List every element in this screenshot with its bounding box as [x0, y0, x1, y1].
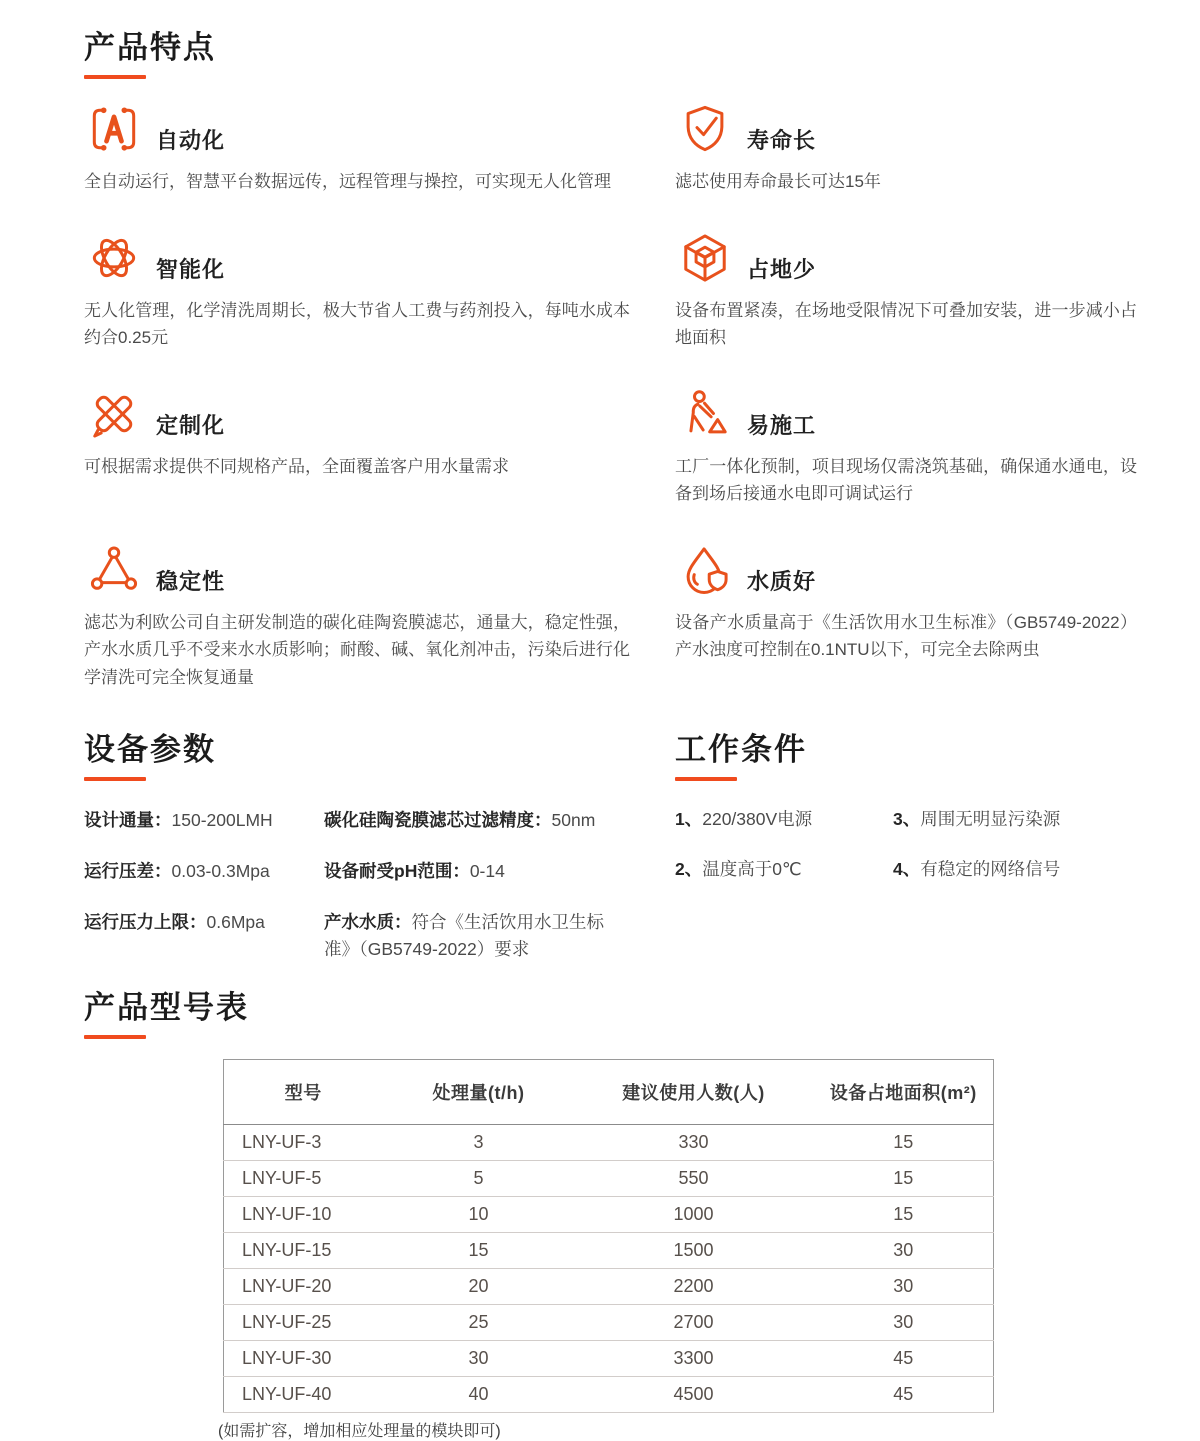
feature-desc: 无人化管理，化学清洗周期长，极大节省人工费与药剂投入，每吨水成本约合0.25元: [84, 300, 630, 348]
feature-desc: 全自动运行，智慧平台数据远传，远程管理与操控，可实现无人化管理: [84, 172, 611, 192]
section-title: 工作条件: [675, 731, 807, 767]
lifespan-icon: [675, 99, 735, 159]
table-cell: 2700: [574, 1305, 814, 1341]
feature-title: 寿命长: [747, 128, 817, 154]
param-label: 设备耐受pH范围：: [324, 861, 470, 882]
condition-item: [675, 857, 893, 882]
feature-water-quality: [675, 540, 1137, 692]
table-cell: 1500: [574, 1233, 814, 1269]
param-label: 产水水质：: [324, 912, 412, 933]
water-quality-icon: [675, 540, 735, 600]
table-cell: 20: [384, 1269, 574, 1305]
table-cell: 30: [814, 1305, 994, 1341]
feature-head: [675, 228, 1137, 288]
table-cell: 15: [814, 1161, 994, 1197]
condition-number: 3、: [893, 808, 921, 829]
title-underline: [675, 777, 737, 781]
table-cell: 3: [384, 1125, 574, 1161]
table-cell: LNY-UF-10: [224, 1197, 384, 1233]
title-underline: [84, 777, 146, 781]
feature-footprint: [675, 228, 1137, 352]
table-note: (如需扩容，增加相应处理量的模块即可): [218, 1423, 501, 1441]
table-cell: 25: [384, 1305, 574, 1341]
feature-desc: 设备布置紧凑，在场地受限情况下可叠加安装，进一步减小占地面积: [675, 300, 1137, 348]
table-cell: LNY-UF-25: [224, 1305, 384, 1341]
param-pressure-max: [84, 909, 322, 962]
param-design-flux: [84, 807, 322, 833]
table-cell: 30: [384, 1341, 574, 1377]
param-water-quality: [324, 909, 630, 962]
feature-head: [84, 228, 630, 288]
condition-number: 4、: [893, 859, 921, 880]
models-title-block: [84, 988, 1137, 1039]
table-cell: 15: [814, 1125, 994, 1161]
table-cell: 2200: [574, 1269, 814, 1305]
feature-title: 自动化: [156, 128, 226, 154]
feature-automation: [84, 99, 630, 196]
table-row: [224, 1341, 994, 1377]
feature-head: [675, 540, 1137, 600]
table-cell: 30: [814, 1269, 994, 1305]
header-model: 型号: [224, 1060, 384, 1125]
models-table: [223, 1059, 994, 1413]
section-title: 产品特点: [84, 30, 216, 65]
param-value: 50nm: [551, 809, 596, 830]
parameters-section: [84, 730, 630, 962]
features-grid: [84, 99, 1137, 723]
feature-head: [675, 384, 1137, 444]
features-section-title: [84, 28, 1137, 79]
condition-item: [893, 857, 1137, 882]
table-cell: 30: [814, 1233, 994, 1269]
feature-title: 水质好: [747, 568, 817, 594]
table-row: [224, 1197, 994, 1233]
table-cell: 45: [814, 1341, 994, 1377]
title-underline: [84, 1035, 146, 1039]
feature-head: [675, 99, 1137, 159]
table-cell: 1000: [574, 1197, 814, 1233]
feature-desc: 设备产水质量高于《生活饮用水卫生标准》（GB5749-2022）产水浊度可控制在0.1NTU以下，可完全去除两虫: [675, 612, 1137, 660]
parameters-list: [84, 807, 630, 962]
table-cell: LNY-UF-30: [224, 1341, 384, 1377]
condition-number: 2、: [675, 859, 703, 880]
feature-title: 智能化: [156, 256, 226, 282]
param-value: 0.03-0.3Mpa: [171, 861, 270, 882]
table-cell: LNY-UF-15: [224, 1233, 384, 1269]
table-cell: 10: [384, 1197, 574, 1233]
section-title: 产品型号表: [84, 989, 249, 1025]
condition-item: [893, 807, 1137, 832]
table-row: [224, 1125, 994, 1161]
models-section: [84, 988, 1137, 1441]
conditions-title-block: [675, 730, 1137, 781]
param-value: 0.6Mpa: [206, 912, 265, 933]
params-conditions-row: [84, 730, 1137, 962]
intelligence-icon: [84, 228, 144, 288]
parameters-title-block: [84, 730, 630, 781]
condition-item: [675, 807, 893, 832]
param-value: 0-14: [469, 861, 505, 882]
table-cell: LNY-UF-3: [224, 1125, 384, 1161]
table-cell: 15: [384, 1233, 574, 1269]
feature-head: [84, 384, 630, 444]
table-row: [224, 1233, 994, 1269]
param-value: 150-200LMH: [171, 809, 273, 830]
header-area: 设备占地面积(m²): [814, 1060, 994, 1125]
feature-head: [84, 99, 630, 159]
table-row: [224, 1305, 994, 1341]
conditions-section: [675, 730, 1137, 962]
customization-icon: [84, 384, 144, 444]
param-filter-precision: [324, 807, 630, 833]
param-label: 设计通量：: [84, 809, 172, 830]
table-cell: 550: [574, 1161, 814, 1197]
conditions-list: [675, 807, 1137, 882]
header-flow: 处理量(t/h): [384, 1060, 574, 1125]
table-cell: LNY-UF-40: [224, 1377, 384, 1413]
feature-desc: 可根据需求提供不同规格产品，全面覆盖客户用水量需求: [84, 456, 509, 476]
header-people: 建议使用人数(人): [574, 1060, 814, 1125]
param-label: 运行压差：: [84, 861, 172, 882]
section-title: 设备参数: [84, 731, 216, 767]
param-label: 运行压力上限：: [84, 912, 207, 933]
construction-icon: [675, 384, 735, 444]
feature-lifespan: [675, 99, 1137, 196]
param-label: 碳化硅陶瓷膜滤芯过滤精度：: [324, 809, 552, 830]
param-ph-range: [324, 858, 630, 884]
condition-text: 有稳定的网络信号: [920, 859, 1061, 880]
table-row: [224, 1269, 994, 1305]
param-value: 符合《生活饮用水卫生标准》（GB5749-2022）要求: [324, 912, 604, 959]
title-underline: [84, 75, 146, 79]
feature-title: 定制化: [156, 412, 226, 438]
table-cell: 330: [574, 1125, 814, 1161]
table-header-row: [224, 1060, 994, 1125]
table-cell: 3300: [574, 1341, 814, 1377]
feature-stability: [84, 540, 630, 692]
stability-icon: [84, 540, 144, 600]
feature-desc: 滤芯为利欧公司自主研发制造的碳化硅陶瓷膜滤芯，通量大，稳定性强，产水水质几乎不受来水水质影响；耐酸、碱、氧化剂冲击，污染后进行化学清洗可完全恢复通量: [84, 612, 630, 688]
table-cell: 5: [384, 1161, 574, 1197]
feature-title: 易施工: [747, 412, 817, 438]
feature-head: [84, 540, 630, 600]
feature-title: 稳定性: [156, 568, 226, 594]
feature-customization: [84, 384, 630, 508]
feature-desc: 滤芯使用寿命最长可达15年: [675, 172, 881, 192]
feature-title: 占地少: [747, 256, 817, 282]
table-cell: 4500: [574, 1377, 814, 1413]
condition-text: 220/380V电源: [702, 808, 813, 829]
condition-number: 1、: [675, 808, 703, 829]
condition-text: 温度高于0℃: [702, 859, 802, 880]
condition-text: 周围无明显污染源: [920, 808, 1061, 829]
table-row: [224, 1377, 994, 1413]
table-cell: 40: [384, 1377, 574, 1413]
param-pressure-diff: [84, 858, 322, 884]
table-cell: LNY-UF-20: [224, 1269, 384, 1305]
automation-icon: [84, 99, 144, 159]
table-row: [224, 1161, 994, 1197]
table-cell: 45: [814, 1377, 994, 1413]
feature-construction: [675, 384, 1137, 508]
table-cell: LNY-UF-5: [224, 1161, 384, 1197]
table-cell: 15: [814, 1197, 994, 1233]
footprint-icon: [675, 228, 735, 288]
feature-desc: 工厂一体化预制，项目现场仅需浇筑基础，确保通水通电，设备到场后接通水电即可调试运行: [675, 456, 1137, 504]
feature-intelligence: [84, 228, 630, 352]
